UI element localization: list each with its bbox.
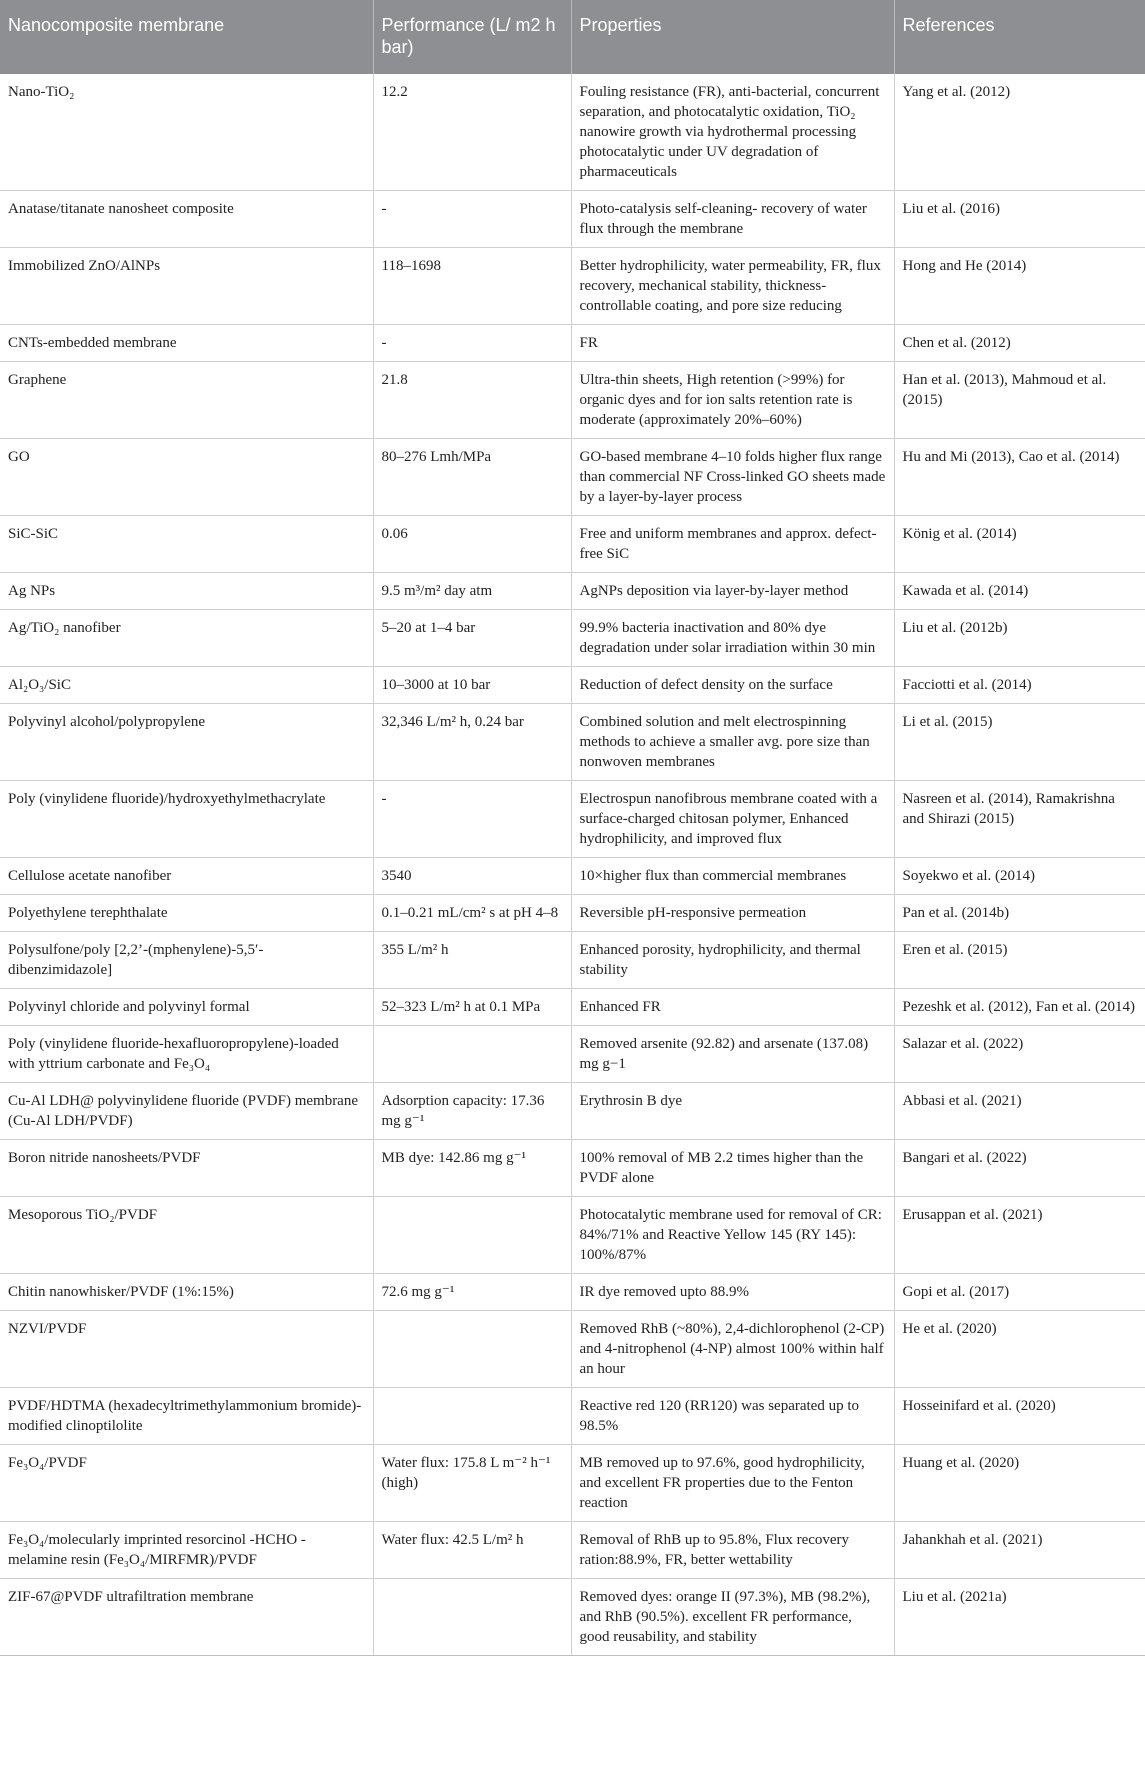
- cell-performance: 32,346 L/m² h, 0.24 bar: [373, 704, 571, 781]
- cell-reference: Jahankhah et al. (2021): [894, 1522, 1145, 1579]
- cell-properties: Photocatalytic membrane used for removal of CR: 84%/71% and Reactive Yellow 145 (RY 145): 100%/87%: [571, 1197, 894, 1274]
- table-row: [0, 191, 1145, 248]
- table-row: [0, 248, 1145, 325]
- cell-performance: 0.06: [373, 516, 571, 573]
- table-row: [0, 667, 1145, 704]
- cell-performance: 0.1–0.21 mL/cm² s at pH 4–8: [373, 895, 571, 932]
- cell-membrane: Fe₃O₄/molecularly imprinted resorcinol -HCHO -melamine resin (Fe₃O₄/MIRFMR)/PVDF: [0, 1522, 373, 1579]
- cell-membrane: Polyethylene terephthalate: [0, 895, 373, 932]
- cell-reference: Pan et al. (2014b): [894, 895, 1145, 932]
- cell-properties: Combined solution and melt electrospinning methods to achieve a smaller avg. pore size than nonwoven membranes: [571, 704, 894, 781]
- cell-properties: Enhanced FR: [571, 989, 894, 1026]
- cell-properties: MB removed up to 97.6%, good hydrophilicity, and excellent FR properties due to the Fenton reaction: [571, 1445, 894, 1522]
- table-row: [0, 610, 1145, 667]
- cell-performance: -: [373, 325, 571, 362]
- cell-reference: Soyekwo et al. (2014): [894, 858, 1145, 895]
- table-row: [0, 704, 1145, 781]
- cell-reference: Li et al. (2015): [894, 704, 1145, 781]
- cell-properties: Reactive red 120 (RR120) was separated up to 98.5%: [571, 1388, 894, 1445]
- cell-membrane: Polysulfone/poly [2,2’-(mphenylene)-5,5′-dibenzimidazole]: [0, 932, 373, 989]
- cell-reference: Erusappan et al. (2021): [894, 1197, 1145, 1274]
- cell-membrane: GO: [0, 439, 373, 516]
- table-row: [0, 895, 1145, 932]
- cell-performance: 80–276 Lmh/MPa: [373, 439, 571, 516]
- header-references: References: [894, 0, 1145, 74]
- cell-performance: 355 L/m² h: [373, 932, 571, 989]
- cell-reference: He et al. (2020): [894, 1311, 1145, 1388]
- cell-reference: Bangari et al. (2022): [894, 1140, 1145, 1197]
- cell-performance: 5–20 at 1–4 bar: [373, 610, 571, 667]
- cell-membrane: Chitin nanowhisker/PVDF (1%:15%): [0, 1274, 373, 1311]
- table-row: [0, 989, 1145, 1026]
- cell-reference: Liu et al. (2021a): [894, 1579, 1145, 1656]
- table-row: [0, 1197, 1145, 1274]
- cell-reference: König et al. (2014): [894, 516, 1145, 573]
- cell-membrane: Cellulose acetate nanofiber: [0, 858, 373, 895]
- cell-properties: Erythrosin B dye: [571, 1083, 894, 1140]
- cell-performance: Adsorption capacity: 17.36 mg g⁻¹: [373, 1083, 571, 1140]
- cell-performance: 9.5 m³/m² day atm: [373, 573, 571, 610]
- cell-membrane: Polyvinyl alcohol/polypropylene: [0, 704, 373, 781]
- table-row: [0, 516, 1145, 573]
- cell-reference: Pezeshk et al. (2012), Fan et al. (2014): [894, 989, 1145, 1026]
- cell-membrane: Cu-Al LDH@ polyvinylidene fluoride (PVDF) membrane (Cu-Al LDH/PVDF): [0, 1083, 373, 1140]
- cell-properties: Reduction of defect density on the surface: [571, 667, 894, 704]
- cell-membrane: Anatase/titanate nanosheet composite: [0, 191, 373, 248]
- cell-performance: 21.8: [373, 362, 571, 439]
- cell-performance: [373, 1579, 571, 1656]
- cell-properties: GO-based membrane 4–10 folds higher flux range than commercial NF Cross-linked GO sheets made by a layer-by-layer process: [571, 439, 894, 516]
- cell-membrane: CNTs-embedded membrane: [0, 325, 373, 362]
- cell-membrane: Al₂O₃/SiC: [0, 667, 373, 704]
- table-row: [0, 1026, 1145, 1083]
- cell-properties: Removed dyes: orange II (97.3%), MB (98.2%), and RhB (90.5%). excellent FR performance, good reusability, and stability: [571, 1579, 894, 1656]
- cell-reference: Liu et al. (2012b): [894, 610, 1145, 667]
- table-row: [0, 1445, 1145, 1522]
- table-row: [0, 1388, 1145, 1445]
- cell-membrane: Graphene: [0, 362, 373, 439]
- table-row: [0, 1140, 1145, 1197]
- cell-performance: 10–3000 at 10 bar: [373, 667, 571, 704]
- cell-properties: FR: [571, 325, 894, 362]
- table-row: [0, 1083, 1145, 1140]
- cell-properties: Reversible pH-responsive permeation: [571, 895, 894, 932]
- table-row: [0, 781, 1145, 858]
- table-row: [0, 362, 1145, 439]
- header-performance: Performance (L/ m2 h bar): [373, 0, 571, 74]
- cell-properties: IR dye removed upto 88.9%: [571, 1274, 894, 1311]
- cell-properties: 10×higher flux than commercial membranes: [571, 858, 894, 895]
- cell-performance: [373, 1026, 571, 1083]
- cell-performance: [373, 1311, 571, 1388]
- cell-reference: Nasreen et al. (2014), Ramakrishna and Shirazi (2015): [894, 781, 1145, 858]
- cell-properties: Ultra-thin sheets, High retention (>99%) for organic dyes and for ion salts retention rate is moderate (approximately 20%–60%): [571, 362, 894, 439]
- cell-membrane: NZVI/PVDF: [0, 1311, 373, 1388]
- cell-membrane: Poly (vinylidene fluoride-hexafluoropropylene)-loaded with yttrium carbonate and Fe₃O₄: [0, 1026, 373, 1083]
- table-body: [0, 74, 1145, 1656]
- cell-reference: Yang et al. (2012): [894, 74, 1145, 191]
- cell-performance: -: [373, 781, 571, 858]
- cell-performance: -: [373, 191, 571, 248]
- cell-reference: Gopi et al. (2017): [894, 1274, 1145, 1311]
- table-row: [0, 439, 1145, 516]
- table-header: [0, 0, 1145, 74]
- cell-properties: Better hydrophilicity, water permeability, FR, flux recovery, mechanical stability, thickness-controllable coating, and pore size reducing: [571, 248, 894, 325]
- cell-membrane: Poly (vinylidene fluoride)/hydroxyethylmethacrylate: [0, 781, 373, 858]
- cell-reference: Hosseinifard et al. (2020): [894, 1388, 1145, 1445]
- cell-reference: Han et al. (2013), Mahmoud et al. (2015): [894, 362, 1145, 439]
- table-row: [0, 1274, 1145, 1311]
- cell-properties: Removed arsenite (92.82) and arsenate (137.08) mg g−1: [571, 1026, 894, 1083]
- cell-performance: 72.6 mg g⁻¹: [373, 1274, 571, 1311]
- cell-performance: Water flux: 42.5 L/m² h: [373, 1522, 571, 1579]
- cell-performance: 3540: [373, 858, 571, 895]
- cell-membrane: ZIF-67@PVDF ultrafiltration membrane: [0, 1579, 373, 1656]
- cell-properties: Electrospun nanofibrous membrane coated with a surface-charged chitosan polymer, Enhanced hydrophilicity, and improved flux: [571, 781, 894, 858]
- cell-reference: Abbasi et al. (2021): [894, 1083, 1145, 1140]
- header-row: [0, 0, 1145, 74]
- cell-properties: 99.9% bacteria inactivation and 80% dye degradation under solar irradiation within 30 min: [571, 610, 894, 667]
- cell-membrane: Ag NPs: [0, 573, 373, 610]
- cell-properties: Enhanced porosity, hydrophilicity, and thermal stability: [571, 932, 894, 989]
- cell-performance: 52–323 L/m² h at 0.1 MPa: [373, 989, 571, 1026]
- cell-properties: 100% removal of MB 2.2 times higher than the PVDF alone: [571, 1140, 894, 1197]
- cell-performance: [373, 1197, 571, 1274]
- cell-reference: Hong and He (2014): [894, 248, 1145, 325]
- header-properties: Properties: [571, 0, 894, 74]
- cell-reference: Liu et al. (2016): [894, 191, 1145, 248]
- cell-properties: Free and uniform membranes and approx. defect-free SiC: [571, 516, 894, 573]
- table-row: [0, 1311, 1145, 1388]
- cell-membrane: Nano-TiO₂: [0, 74, 373, 191]
- cell-properties: Photo-catalysis self-cleaning- recovery of water flux through the membrane: [571, 191, 894, 248]
- table-row: [0, 573, 1145, 610]
- cell-reference: Salazar et al. (2022): [894, 1026, 1145, 1083]
- cell-membrane: Immobilized ZnO/AlNPs: [0, 248, 373, 325]
- cell-reference: Huang et al. (2020): [894, 1445, 1145, 1522]
- cell-membrane: SiC-SiC: [0, 516, 373, 573]
- cell-membrane: Boron nitride nanosheets/PVDF: [0, 1140, 373, 1197]
- cell-properties: Removed RhB (~80%), 2,4-dichlorophenol (2-CP) and 4-nitrophenol (4-NP) almost 100% within half an hour: [571, 1311, 894, 1388]
- cell-properties: AgNPs deposition via layer-by-layer method: [571, 573, 894, 610]
- cell-membrane: PVDF/HDTMA (hexadecyltrimethylammonium bromide)-modified clinoptilolite: [0, 1388, 373, 1445]
- table-row: [0, 858, 1145, 895]
- cell-reference: Chen et al. (2012): [894, 325, 1145, 362]
- cell-performance: Water flux: 175.8 L m⁻² h⁻¹ (high): [373, 1445, 571, 1522]
- cell-performance: [373, 1388, 571, 1445]
- table-row: [0, 1522, 1145, 1579]
- cell-reference: Kawada et al. (2014): [894, 573, 1145, 610]
- cell-properties: Fouling resistance (FR), anti-bacterial, concurrent separation, and photocatalytic oxidation, TiO₂ nanowire growth via hydrothermal processing photocatalytic under UV degradation of pharmaceuticals: [571, 74, 894, 191]
- cell-performance: MB dye: 142.86 mg g⁻¹: [373, 1140, 571, 1197]
- table-row: [0, 325, 1145, 362]
- header-membrane: Nanocomposite membrane: [0, 0, 373, 74]
- cell-membrane: Ag/TiO₂ nanofiber: [0, 610, 373, 667]
- cell-reference: Hu and Mi (2013), Cao et al. (2014): [894, 439, 1145, 516]
- cell-membrane: Mesoporous TiO₂/PVDF: [0, 1197, 373, 1274]
- cell-reference: Eren et al. (2015): [894, 932, 1145, 989]
- cell-properties: Removal of RhB up to 95.8%, Flux recovery ration:88.9%, FR, better wettability: [571, 1522, 894, 1579]
- cell-reference: Facciotti et al. (2014): [894, 667, 1145, 704]
- table-row: [0, 1579, 1145, 1656]
- table-row: [0, 932, 1145, 989]
- table-row: [0, 74, 1145, 191]
- cell-membrane: Fe₃O₄/PVDF: [0, 1445, 373, 1522]
- cell-performance: 12.2: [373, 74, 571, 191]
- cell-performance: 118–1698: [373, 248, 571, 325]
- cell-membrane: Polyvinyl chloride and polyvinyl formal: [0, 989, 373, 1026]
